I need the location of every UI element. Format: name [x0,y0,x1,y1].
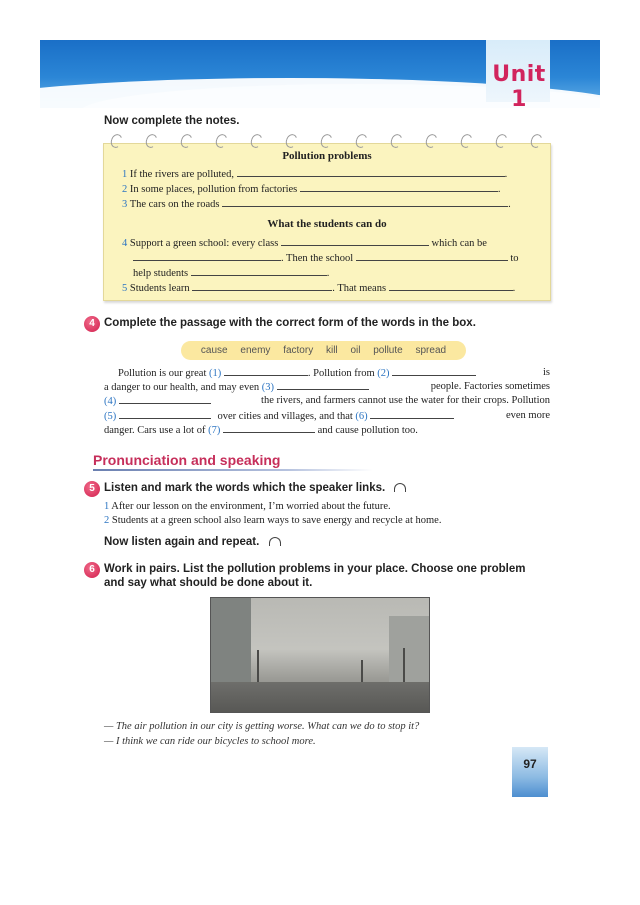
blank-number: (2) [377,368,390,379]
passage-text: is [542,367,550,378]
exercise-5-badge: 5 [84,481,100,497]
note-text: The cars on the roads [129,199,220,210]
item-text: After our lesson on the environment, I’m worried about the future. [111,501,391,512]
note-text: Support a green school: every class [129,238,279,249]
listen-again-text: Now listen again and repeat. [104,536,260,548]
passage-text: over cities and villages, and that [217,410,353,422]
exercise-6-instruction-1: Work in pairs. List the pollution problems in your place. Choose one problem [104,563,526,575]
note-item-4-cont [133,251,519,264]
spiral-ring [389,133,404,150]
passage-text: . Pollution from [307,368,375,379]
page-number-tab [512,747,548,797]
spiral-ring [109,133,124,150]
notepad [103,143,551,301]
answer-blank[interactable] [277,380,369,390]
note-text: which can be [431,238,487,249]
listen-again-row [104,536,281,548]
headphones-icon[interactable] [269,537,281,546]
passage-text: danger. Cars use a lot of [104,424,206,436]
spiral-ring [494,133,509,150]
exercise-4-instruction: Complete the passage with the correct form of the words in the box. [104,317,476,329]
photo-building [211,598,251,682]
blank-number: (3) [261,382,274,394]
unit-title: Unit 1 [492,62,546,112]
blank-number: (4) [104,396,117,408]
note-item-4-cont2: help students . [133,268,330,279]
spiral-ring [284,133,299,150]
note-number: 2 [122,184,128,195]
note-text: If the rivers are polluted, [129,169,234,180]
headphones-icon[interactable] [394,483,406,492]
blank-number: (6) [355,410,368,422]
passage-text: even more [505,409,550,421]
notes-instruction: Now complete the notes. [104,115,240,127]
answer-blank[interactable] [191,266,327,276]
passage-line [104,366,550,380]
answer-blank[interactable] [356,251,508,261]
answer-blank[interactable] [281,236,429,246]
blank-number: (7) [208,424,221,436]
word-box-item: factory [283,345,314,356]
answer-blank[interactable] [224,366,308,376]
passage-line [104,423,550,437]
word-box [181,341,466,360]
answer-blank[interactable] [223,423,315,433]
spiral-ring [319,133,334,150]
note-text: to [510,253,519,264]
answer-blank[interactable] [237,167,505,177]
note-text: Students learn [129,283,190,294]
dialogue-line-2: — I think we can ride our bicycles to school more. [104,736,316,747]
note-item-4 [122,236,487,249]
answer-blank[interactable] [133,251,281,261]
item-text: Students at a green school also learn ways to save energy and recycle at home. [111,515,442,526]
exercise-5-instruction-row [104,482,406,494]
spiral-ring [249,133,264,150]
passage-line [104,409,550,423]
note-number: 5 [122,283,128,294]
spiral-ring [144,133,159,150]
blank-number: (1) [209,368,222,379]
answer-blank[interactable] [119,409,211,419]
exercise-6-instruction-2: and say what should be done about it. [104,577,313,589]
notes-title-students: What the students can do [267,218,387,230]
passage-line [104,380,550,394]
note-item-5: 5 Students learn . That means . [122,283,516,294]
word-box-item: kill [325,345,338,356]
spiral-ring [529,133,544,150]
page-number: 97 [523,757,537,771]
exercise-6-badge: 6 [84,562,100,578]
word-box-item: spread [415,345,447,356]
note-number: 4 [122,238,128,249]
spiral-ring [179,133,194,150]
spiral-ring [214,133,229,150]
section-heading: Pronunciation and speaking [93,452,281,468]
spiral-ring [459,133,474,150]
smog-city-photo [210,597,430,713]
note-number: 3 [122,199,128,210]
exercise-5-instruction: Listen and mark the words which the speaker links. [104,482,386,494]
exercise-5-item-2 [104,515,441,526]
answer-blank[interactable] [389,281,513,291]
word-box-item: pollute [373,345,403,356]
notepad-spiral-rings [105,134,555,148]
dialogue-line-1: — The air pollution in our city is getting worse. What can we do to stop it? [104,721,420,732]
item-number: 2 [104,515,110,526]
section-underline [93,469,373,471]
notes-title-problems: Pollution problems [282,150,372,162]
word-box-item: enemy [240,345,271,356]
word-box-item: oil [350,345,361,356]
answer-blank[interactable] [370,409,454,419]
note-item-3: 3 The cars on the roads . [122,199,511,210]
passage-text: Pollution is our great [118,368,207,379]
answer-blank[interactable] [192,281,332,291]
answer-blank[interactable] [392,366,476,376]
exercise-5-item-1 [104,501,391,512]
spiral-ring [424,133,439,150]
note-text: . That means [332,283,387,294]
note-text: . Then the school [281,253,354,264]
photo-road [211,682,429,712]
answer-blank[interactable] [222,197,508,207]
exercise-4-badge: 4 [84,316,100,332]
passage-text: the rivers, and farmers cannot use the water for their crops. Pollution [261,395,550,407]
note-text: In some places, pollution from factories [129,184,298,195]
note-number: 1 [122,169,128,180]
answer-blank[interactable] [300,182,498,192]
spiral-ring [354,133,369,150]
note-item-1: 1 If the rivers are polluted, . [122,169,508,180]
word-box-item: cause [200,345,228,356]
passage-text: a danger to our health, and may even [104,382,260,394]
item-number: 1 [104,501,110,512]
note-item-2: 2 In some places, pollution from factories . [122,184,501,195]
blank-number: (5) [104,410,117,422]
exercise-4-passage [104,366,550,437]
answer-blank[interactable] [119,394,211,404]
note-text: help students [133,268,189,279]
photo-building [389,616,429,686]
passage-line [104,394,550,408]
passage-text: people. Factories sometimes [430,381,550,393]
passage-text: and cause pollution too. [317,424,418,436]
